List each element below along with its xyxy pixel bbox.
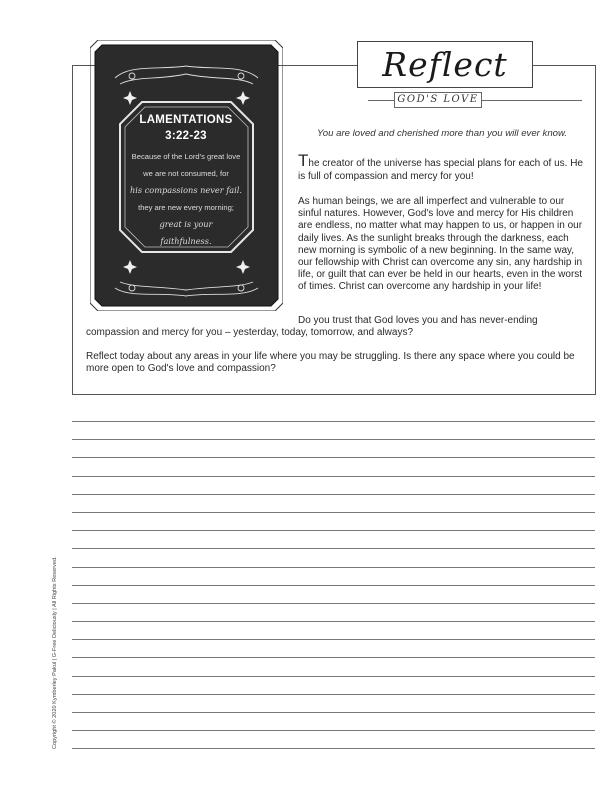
scripture-reference-verse: 3:22-23 [165,130,207,142]
verse-line: his compassions never fail. [130,185,242,195]
writing-line[interactable] [72,639,595,640]
writing-line[interactable] [72,603,595,604]
writing-line[interactable] [72,712,595,713]
scripture-reference-book: LAMENTATIONS [139,114,233,126]
paragraph-intro-text: he creator of the universe has special plans for each of us. He is full of compassion and mercy for you! [298,158,583,182]
writing-line[interactable] [72,657,595,658]
writing-line[interactable] [72,676,595,677]
paragraph-question [86,315,588,339]
writing-line[interactable] [72,694,595,695]
writing-line[interactable] [72,530,595,531]
writing-line[interactable] [72,621,595,622]
verse-line: faithfulness. [160,236,212,246]
writing-line[interactable] [72,748,595,749]
verse-line: they are new every morning; [138,203,234,212]
writing-line[interactable] [72,730,595,731]
tagline: You are loved and cherished more than you will ever know. [316,128,568,139]
verse-line: Because of the Lord's great love [131,152,241,161]
writing-line[interactable] [72,476,595,477]
title-box [357,41,533,88]
writing-line[interactable] [72,585,595,586]
verse-line: great is your [159,219,213,229]
verse-line: we are not consumed, for [143,169,229,178]
writing-line[interactable] [72,512,595,513]
page-subtitle: GOD'S LOVE [394,92,482,108]
scripture-card-text [115,112,257,250]
writing-line[interactable] [72,421,595,422]
writing-line[interactable] [72,494,595,495]
paragraph-reflect: Reflect today about any areas in your life where you may be struggling. Is there any space where you could be more open to God's love and compassion? [86,351,575,375]
copyright-notice: Copyright © 2020 Kymberley Pakul | G-Free Deliciously | All Rights Reserved. [52,556,58,749]
paragraph-question-text: Do you trust that God loves you and has never-ending compassion and mercy for you – yesterday, today, tomorrow, and always? [86,315,538,339]
writing-line[interactable] [72,548,595,549]
writing-line[interactable] [72,439,595,440]
drop-cap: T [298,151,309,170]
subtitle-rule-right [482,100,582,101]
page-title: Reflect [382,45,508,84]
subtitle-rule-left [368,100,394,101]
writing-line[interactable] [72,567,595,568]
writing-lines[interactable] [72,421,595,767]
writing-line[interactable] [72,457,595,458]
paragraph-intro [298,151,588,183]
paragraph-body: As human beings, we are all imperfect and vulnerable to our sinful natures. However, God's love and mercy for His children are endless, no matter what may happen to us, or happen in our daily lives. As the sunlight breaks through the darkness, each new morning is symbolic of a new beginning. In the same way, our fellowship with Christ can overcome any sin, any hardship in life, or guilt that can ever be held in our hearts, even in the worst of times. Christ can overcome any hardship in your life! [298,196,583,293]
